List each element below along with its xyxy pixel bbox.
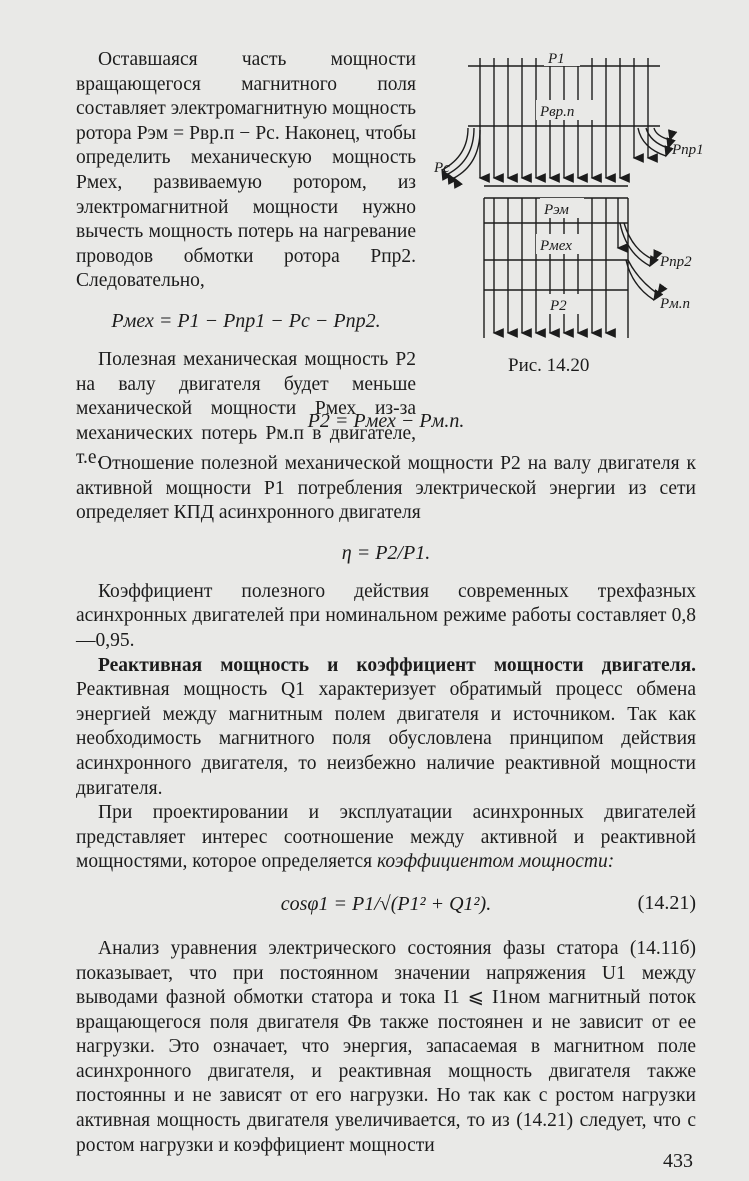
label-pvrp: Pвр.п [540, 104, 575, 120]
paragraph-p2: Полезная механическая мощность P2 на валу двигателя будет меньше механической мощности Pмех из-за механических потерь Pм.п в двигателе, т.е. [76, 348, 416, 469]
paragraph-power-factor-text: При проектировании и эксплуатации асинхронных двигателей представляет интерес соотношение между активной и реактивной мощностями, которое определяется [76, 802, 696, 873]
label-pmp: Pм.п [660, 296, 690, 312]
formula-pmex: Pмех = P1 − Pпр1 − Pс − Pпр2. [111, 309, 381, 332]
paragraph-reactive-power [76, 654, 696, 802]
term-power-factor: коэффициентом мощности: [376, 851, 615, 873]
label-pmex: Pмех [540, 238, 572, 254]
formula-p2: P2 = Pмех − Pм.п. [307, 410, 465, 432]
label-pem: Pэм [544, 202, 569, 218]
section-heading: Реактивная мощность и коэффициент мощности двигателя. [98, 654, 696, 676]
paragraph-reactive-text: Реактивная мощность Q1 характеризует обратимый процесс обмена энергией между магнитным полем двигателя и источником. Так как необходимость магнитного поля обусловлена принципом действия асинхронного двигателя, то неизбежно наличие реактивной мощности двигателя. [76, 679, 696, 799]
paragraph-intro: Оставшаяся часть мощности вращающегося магнитного поля составляет электромагнитную мощность ротора Pэм = Pвр.п − Pс. Наконец, чтобы определить механическую мощность Pмех, развиваемую ротором, из электромагнитной мощности нужно вычесть мощность потерь на нагревание проводов обмотки ротора Pпр2. Следовательно, [76, 49, 416, 292]
power-flow-diagram [428, 48, 718, 348]
paragraph-analysis: Анализ уравнения электрического состояния фазы статора (14.11б) показывает, что при постоянном значении напряжения U1 между выводами фазной обмотки статора и тока I1 ⩽ I1ном магнитный поток вращающегося поля двигателя Φв также постоянен и не зависит от ее нагрузки. Это означает, что энергия, запасаемая в магнитном поле асинхронного двигателя, и реактивная мощность двигателя также постоянны и не зависят от его нагрузки. Но так как с ростом нагрузки активная мощность двигателя увеличивается, то из (14.21) следует, что с ростом нагрузки и коэффициент мощности [76, 937, 696, 1156]
equation-number: (14.21) [637, 891, 696, 914]
page-number: 433 [663, 1150, 693, 1172]
label-ppr1: Pпр1 [672, 142, 704, 158]
label-ppr2: Pпр2 [660, 254, 692, 270]
label-p1: P1 [548, 51, 565, 67]
paragraph-efficiency-range: Коэффициент полезного действия современных трехфазных асинхронных двигателей при номинальном режиме работы составляет 0,8—0,95. [76, 580, 696, 651]
equation-14-21 [76, 891, 696, 921]
formula-eta: η = P2/P1. [341, 541, 431, 564]
label-p2: P2 [550, 298, 567, 314]
label-pc: Pс [434, 160, 450, 176]
main-body [76, 452, 696, 1158]
paragraph-power-factor-intro [76, 801, 696, 875]
formula-cosphi: cosφ1 = P1/√(P1² + Q1²). [280, 892, 492, 915]
figure-caption: Рис. 14.20 [508, 355, 590, 376]
paragraph-efficiency: Отношение полезной механической мощности P2 на валу двигателя к активной мощности P1 потребления электрической энергии из сети определяет КПД асинхронного двигателя [76, 453, 696, 524]
